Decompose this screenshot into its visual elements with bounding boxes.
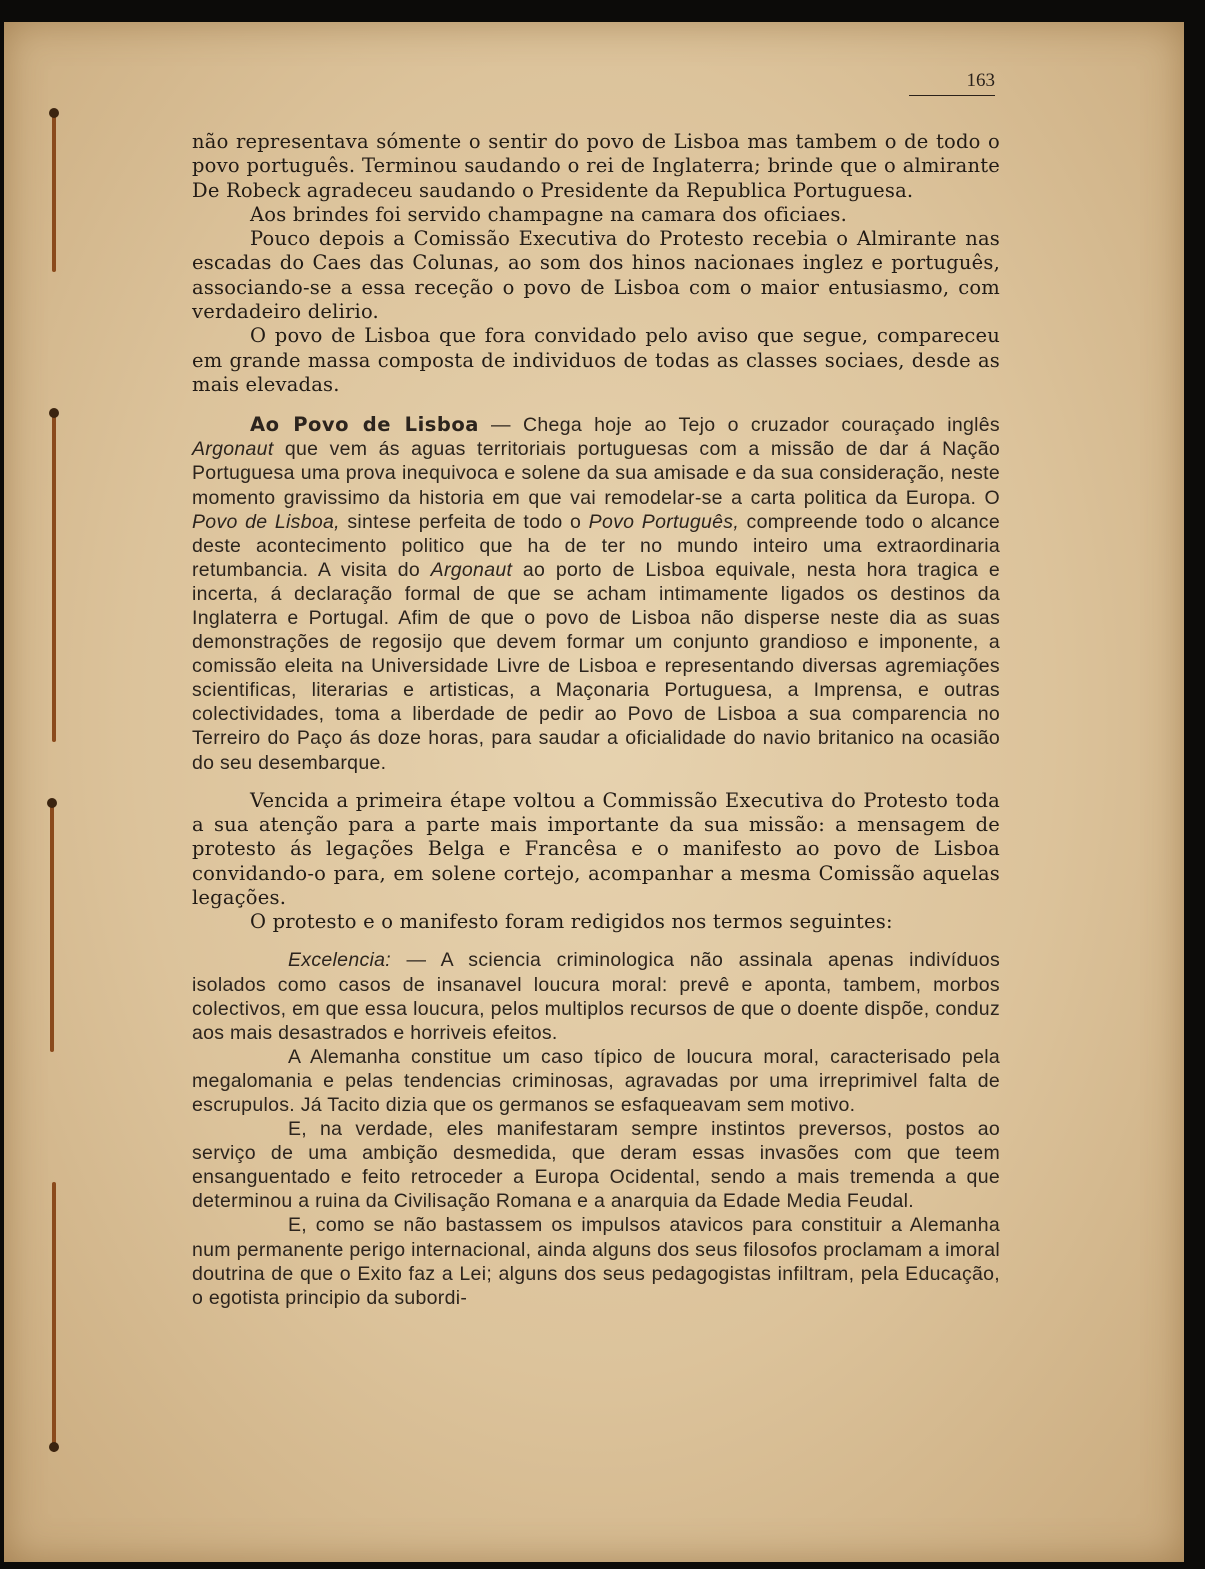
intro-section [192,130,1000,397]
paragraph: Aos brindes foi servido champagne na camara dos oficiaes. [250,202,848,226]
page-body [192,130,1000,1310]
paragraph: Pouco depois a Comissão Executiva do Protesto recebia o Almirante nas escadas do Caes das Colunas, ao som dos hinos nacionaes inglez e português, associando-se a essa receção o povo de Lisboa com o maior entusiasmo, com verdadeiro delirio. [192,227,1000,324]
paragraph: O povo de Lisboa que fora convidado pelo aviso que segue, compareceu em grande massa composta de individuos de todas as classes sociaes, desde as mais elevadas. [192,324,1000,396]
paragraph: Vencida a primeira étape voltou a Commissão Executiva do Protesto toda a sua atenção para a parte mais importante da sua missão: a mensagem de protesto ás legações Belga e Francêsa e o manifesto ao povo de Lisboa convidando-o para, em solene cortejo, acompanhar a mesma Comissão aquelas legações. [192,788,1000,909]
protest-section [192,948,1000,1309]
middle-section [192,789,1000,935]
salutation: Excelencia: [288,949,392,972]
ship-name: Argonaut [192,438,274,461]
protest-paragraph: A Alemanha constitue um caso típico de loucura moral, caracterisado pela megalomania e pelas tendencias criminosas, agravadas por uma irreprimivel falta de escrupulos. Já Tacito dizia que os germanos se esfaqueavam sem motivo. [192,1045,1000,1117]
page-number: 163 [909,70,995,96]
document-page [4,22,1184,1562]
notice-section [192,413,1000,774]
notice-paragraph: Ao Povo de Lisboa — Chega hoje ao Tejo o cruzador couraçado inglês Argonaut que vem ás aguas territoriais portuguesas com a missão de dar á Nação Portuguesa uma prova inequivoca e solene da sua amisade e da sua consideração, neste momento gravissimo da historia em que vai remodelar-se a carta politica da Europa. O Povo de Lisboa, sintese perfeita de todo o Povo Português, compreende todo o alcance deste acontecimento politico que ha de ter no mundo inteiro uma extraordinaria retumbancia. A visita do Argonaut ao porto de Lisboa equivale, nesta hora tragica e incerta, á declaração formal de que se acham intimamente ligados os destinos da Inglaterra e Portugal. Afim de que o povo de Lisboa não disperse neste dia as suas demonstrações de regosijo que devem formar um conjunto grandioso e imponente, a comissão eleita na Universidade Livre de Lisboa e representando diversas agremiações scientificas, literarias e artisticas, a Maçonaria Portuguesa, a Imprensa, e outras colectividades, toma a liberdade de pedir ao Povo de Lisboa a sua comparencia no Terreiro do Paço ás doze horas, para saudar a oficialidade do navio britanico na ocasião do seu desembarque. [192,413,1000,774]
notice-heading: Ao Povo de Lisboa [250,413,479,437]
protest-paragraph: Excelencia: — A sciencia criminologica não assinala apenas indivíduos isolados como casos de insanavel loucura moral: prevê e aponta, tambem, morbos colectivos, em que essa loucura, pelos multiplos recursos de que o doente dispõe, conduz aos mais desastrados e horriveis efeitos. [192,949,1000,1044]
protest-paragraph: E, como se não bastassem os impulsos atavicos para constituir a Alemanha num permanente perigo internacional, ainda alguns dos seus filosofos proclamam a imoral doutrina de que o Exito faz a Lei; alguns dos seus pedagogistas infiltram, pela Educação, o egotista principio da subordi- [192,1214,1000,1309]
paragraph: não representava sómente o sentir do povo de Lisboa mas tambem o de todo o povo português. Terminou saudando o rei de Inglaterra; brinde que o almirante De Robeck agradeceu saudando o Presidente da Republica Portuguesa. [192,130,1000,202]
binding-thread [44,112,76,1472]
protest-paragraph: E, na verdade, eles manifestaram sempre instintos preversos, postos ao serviço de uma ambição desmedida, que deram essas invasões com que teem ensanguentado e feito retroceder a Europa Ocidental, sendo a mais tremenda a que determinou a ruina da Civilisação Romana e a anarquia da Edade Media Feudal. [192,1118,1000,1213]
paragraph: O protesto e o manifesto foram redigidos nos termos seguintes: [250,910,893,934]
